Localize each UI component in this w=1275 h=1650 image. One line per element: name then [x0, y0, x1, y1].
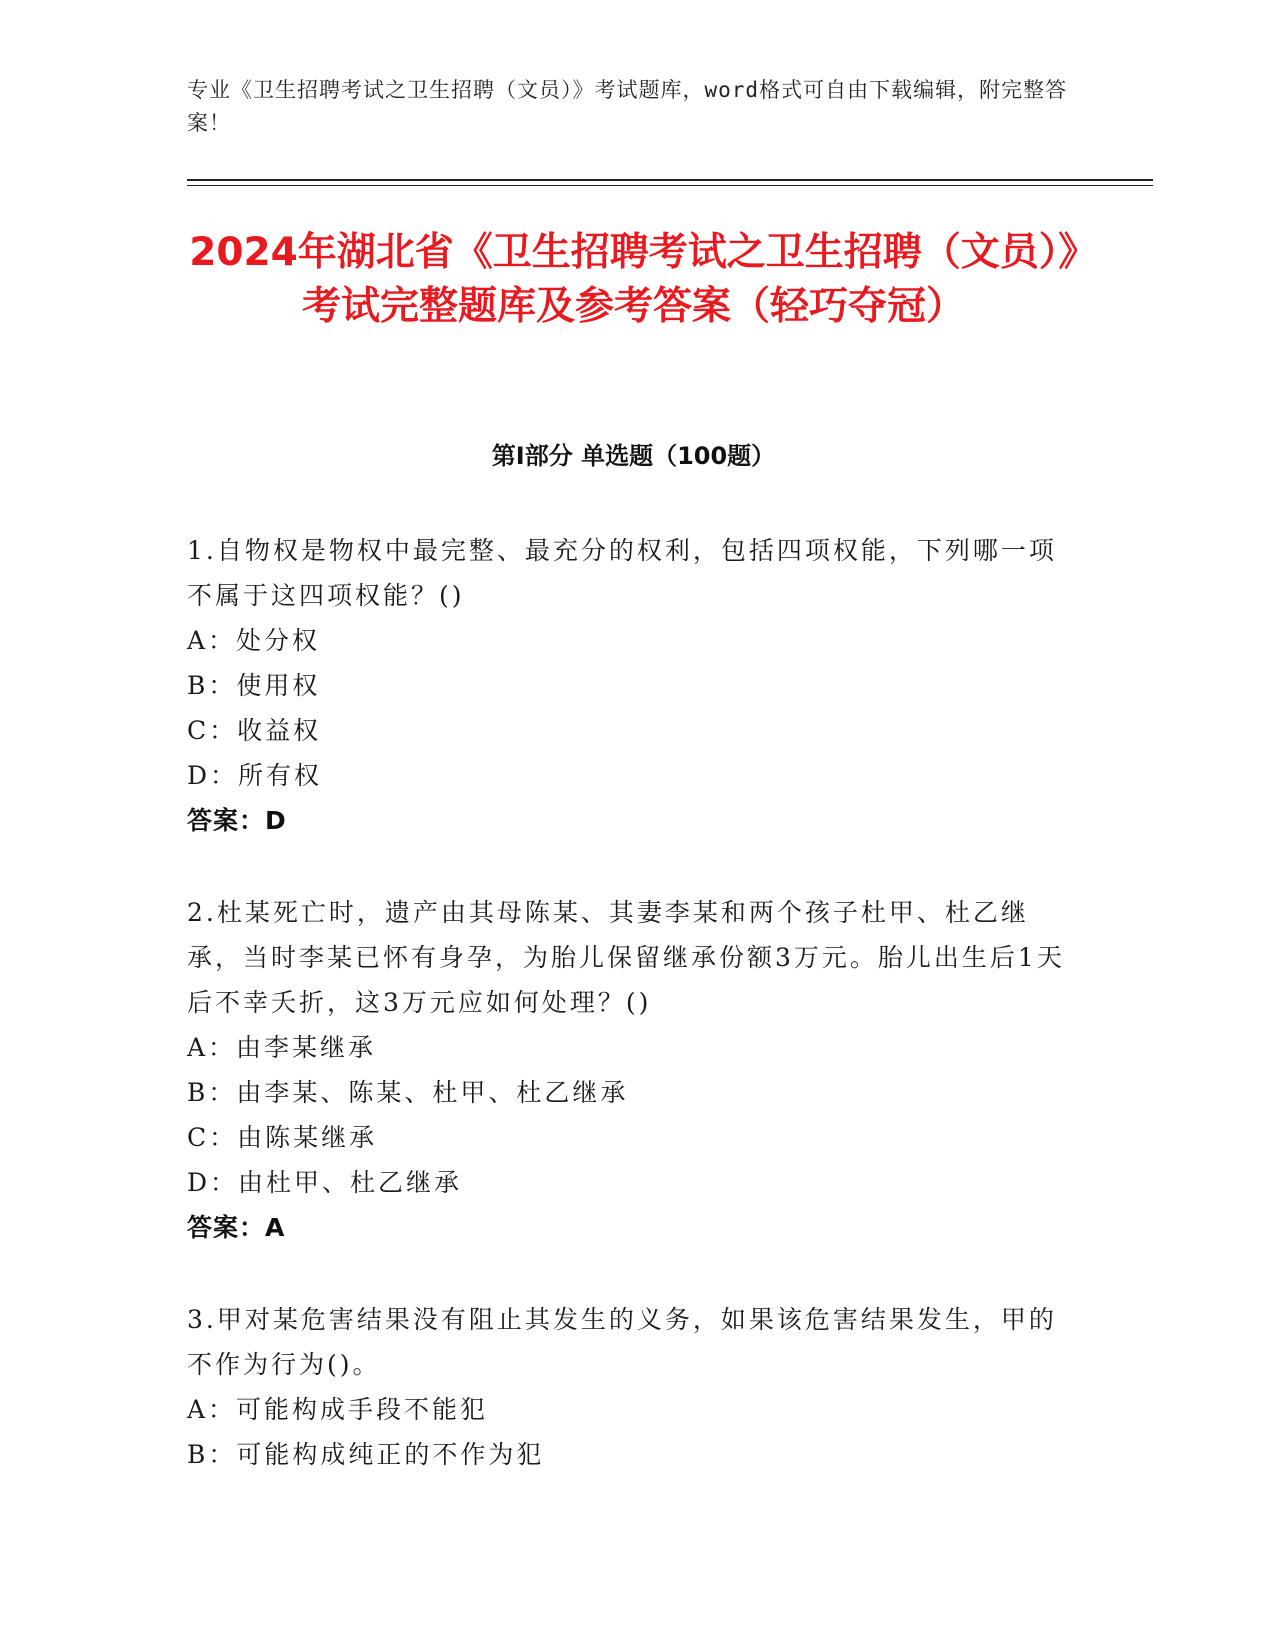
option-b: B：使用权: [187, 671, 321, 700]
option-b: B：由李某、陈某、杜甲、杜乙继承: [187, 1078, 629, 1107]
question-stem: 3.甲对某危害结果没有阻止其发生的义务，如果该危害结果发生，甲的不作为行为()。: [187, 1305, 1057, 1379]
question-list: [187, 528, 1067, 1524]
option-d: D：由杜甲、杜乙继承: [187, 1168, 463, 1197]
question-stem: 1.自物权是物权中最完整、最充分的权利，包括四项权能，下列哪一项不属于这四项权能？(): [187, 536, 1057, 610]
option-c: C：收益权: [187, 716, 322, 745]
option-b: B：可能构成纯正的不作为犯: [187, 1440, 545, 1469]
header-note: 专业《卫生招聘考试之卫生招聘（文员）》考试题库，word格式可自由下载编辑，附完整答案！: [187, 78, 1068, 135]
option-d: D：所有权: [187, 761, 323, 790]
header-divider-thin: [187, 185, 1153, 186]
question-3: [187, 1297, 1067, 1477]
answer: 答案：A: [187, 1213, 286, 1242]
question-stem: 2.杜某死亡时，遗产由其母陈某、其妻李某和两个孩子杜甲、杜乙继承，当时李某已怀有身孕，为胎儿保留继承份额3万元。胎儿出生后1天后不幸夭折，这3万元应如何处理？(): [187, 898, 1065, 1017]
header-divider-thick: [187, 179, 1153, 181]
option-c: C：由陈某继承: [187, 1123, 378, 1152]
question-2: [187, 890, 1067, 1250]
option-a: A：由李某继承: [187, 1033, 377, 1062]
question-1: [187, 528, 1067, 843]
option-a: A：处分权: [187, 626, 321, 655]
document-title: 2024年湖北省《卫生招聘考试之卫生招聘（文员）》考试完整题库及参考答案（轻巧夺冠）: [189, 230, 1078, 329]
section-heading: 第Ⅰ部分 单选题（100题）: [491, 442, 776, 470]
answer: 答案：D: [187, 806, 287, 835]
option-a: A：可能构成手段不能犯: [187, 1395, 489, 1424]
